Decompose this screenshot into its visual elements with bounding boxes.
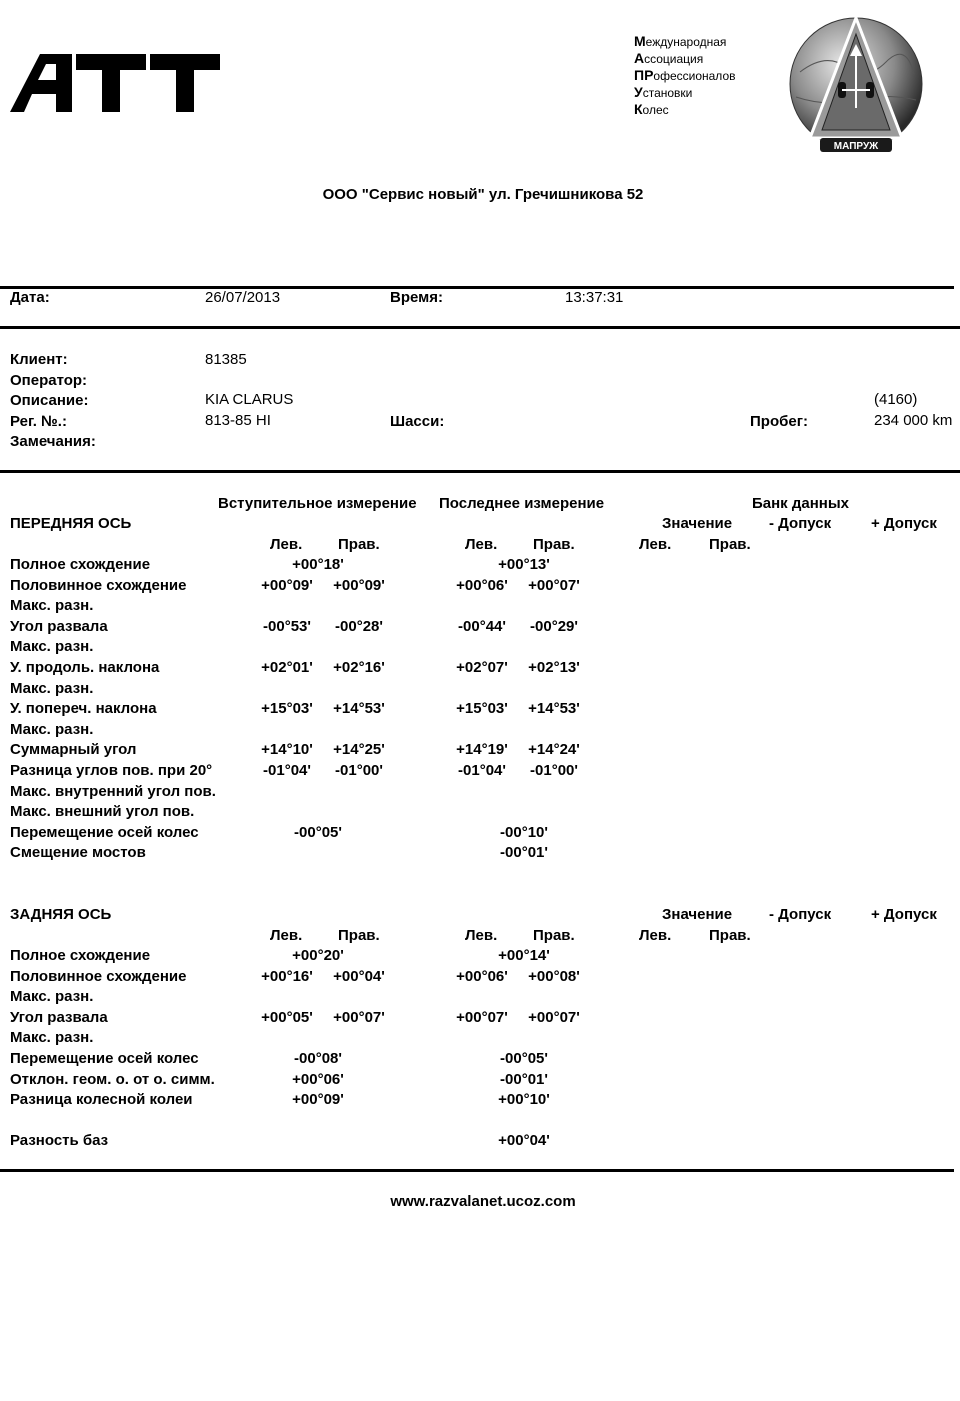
client-label: Клиент: (10, 351, 68, 368)
databank-left-heading: Лев. (639, 536, 672, 553)
value-heading: Значение (662, 515, 733, 532)
initial-left-value: +14°10' (261, 741, 313, 759)
initial-left-value: -00°53' (263, 617, 311, 635)
final-left-value: -00°44' (458, 617, 506, 635)
association-word-rest: ссоциация (644, 52, 704, 66)
reg-value: 813-85 HI (205, 412, 271, 429)
initial-total-value: -00°05' (294, 823, 342, 841)
association-line (634, 84, 692, 100)
final-total-value: +00°04' (498, 1132, 550, 1150)
row-label: Макс. разн. (10, 720, 94, 738)
row-label: Макс. внешний угол пов. (10, 803, 195, 821)
operator-label: Оператор: (10, 372, 88, 389)
client-value: 81385 (205, 351, 247, 368)
divider-line (0, 286, 954, 289)
final-left-value: +00°06' (456, 576, 508, 594)
rear-axle-title: ЗАДНЯЯ ОСЬ (10, 906, 112, 923)
row-label: Полное схождение (10, 947, 151, 964)
final-measurement-heading: Последнее измерение (439, 495, 605, 512)
association-word-rest: еждународная (645, 35, 727, 49)
initial-right-heading: Прав. (338, 536, 380, 553)
final-right-value: +02°13' (528, 659, 580, 676)
final-left-value: -01°04' (458, 762, 506, 779)
chassis-label: Шасси: (390, 413, 445, 430)
row-label: Макс. внутренний угол пов. (10, 782, 216, 800)
plus-tolerance-heading: + Допуск (871, 906, 937, 923)
initial-left-value: +00°05' (261, 1008, 313, 1026)
association-line (634, 33, 726, 49)
association-initial: М (634, 33, 646, 49)
emblem-label: МАПРУЖ (833, 141, 879, 152)
row-label: Макс. разн. (10, 679, 94, 697)
row-label: Половинное схождение (10, 576, 187, 594)
row-label: Отклон. геом. о. от о. симм. (10, 1070, 215, 1088)
final-right-value: +14°53' (528, 700, 580, 718)
association-word-rest: олес (642, 103, 669, 117)
reg-label: Рег. №.: (10, 413, 67, 430)
minus-tolerance-heading: - Допуск (769, 515, 832, 532)
initial-right-value: +14°25' (333, 741, 385, 759)
final-total-value: +00°13' (498, 556, 550, 573)
initial-right-value: -01°00' (335, 762, 383, 779)
association-initial: ПР (634, 67, 654, 83)
initial-left-heading: Лев. (270, 536, 303, 553)
association-word-rest: становки (642, 86, 693, 100)
final-total-value: -00°05' (500, 1050, 548, 1067)
final-left-value: +14°19' (456, 741, 508, 759)
initial-total-value: -00°08' (294, 1050, 342, 1067)
description-label: Описание: (10, 392, 89, 409)
initial-right-value: +14°53' (333, 700, 385, 718)
initial-right-value: -00°28' (335, 617, 383, 635)
row-label: Разница углов пов. при 20° (10, 762, 213, 779)
databank-right-heading: Прав. (709, 536, 751, 553)
date-value: 26/07/2013 (205, 289, 281, 306)
row-label: Смещение мостов (10, 844, 146, 862)
initial-right-heading: Прав. (338, 927, 380, 944)
association-initial: К (634, 101, 643, 117)
initial-right-value: +00°04' (333, 967, 385, 985)
divider-line (0, 470, 960, 473)
initial-left-value: -01°04' (263, 762, 311, 779)
final-total-value: -00°01' (500, 1070, 548, 1088)
final-right-heading: Прав. (533, 927, 575, 944)
row-label: Макс. разн. (10, 1029, 94, 1047)
row-label: Суммарный угол (10, 741, 137, 759)
final-right-value: +00°08' (528, 967, 580, 985)
date-label: Дата: (10, 289, 50, 306)
row-label: У. попереч. наклона (10, 700, 157, 718)
initial-left-value: +00°09' (261, 576, 313, 594)
row-label: Угол развала (10, 617, 108, 635)
row-label: Разница колесной колеи (10, 1091, 193, 1109)
divider-line (0, 326, 960, 329)
initial-right-value: +02°16' (333, 659, 385, 676)
row-label: Перемещение осей колес (10, 1050, 199, 1067)
final-left-value: +02°07' (456, 659, 508, 676)
databank-right-heading: Прав. (709, 927, 751, 944)
association-initial: А (634, 50, 645, 66)
association-line (634, 50, 703, 66)
final-total-value: -00°10' (500, 823, 548, 841)
final-total-value: +00°10' (498, 1091, 550, 1109)
association-line (634, 67, 736, 83)
time-value: 13:37:31 (565, 289, 624, 306)
initial-total-value: +00°20' (292, 947, 344, 964)
association-line (634, 101, 669, 117)
row-label: У. продоль. наклона (10, 659, 160, 676)
initial-left-value: +00°16' (261, 967, 313, 985)
final-right-value: +00°07' (528, 576, 580, 594)
initial-left-heading: Лев. (270, 927, 303, 944)
databank-left-heading: Лев. (639, 927, 672, 944)
final-left-value: +00°07' (456, 1008, 508, 1026)
description-value: KIA CLARUS (205, 391, 294, 408)
final-left-heading: Лев. (465, 536, 498, 553)
row-label: Угол развала (10, 1008, 108, 1026)
final-right-heading: Прав. (533, 536, 575, 553)
initial-total-value: +00°06' (292, 1070, 344, 1088)
row-label: Перемещение осей колес (10, 823, 199, 841)
databank-heading: Банк данных (752, 495, 849, 512)
company-header: ООО "Сервис новый" ул. Гречишникова 52 (322, 186, 644, 203)
front-axle-title: ПЕРЕДНЯЯ ОСЬ (10, 515, 132, 532)
final-right-value: +14°24' (528, 741, 580, 759)
remarks-label: Замечания: (10, 433, 96, 450)
initial-total-value: +00°09' (292, 1091, 344, 1109)
minus-tolerance-heading: - Допуск (769, 906, 832, 923)
association-initial: У (634, 84, 643, 100)
row-label: Половинное схождение (10, 967, 187, 985)
value-heading: Значение (662, 906, 733, 923)
initial-left-value: +15°03' (261, 700, 313, 718)
final-total-value: +00°14' (498, 947, 550, 964)
initial-measurement-heading: Вступительное измерение (218, 495, 417, 512)
initial-right-value: +00°09' (333, 576, 385, 594)
final-left-value: +15°03' (456, 700, 508, 718)
final-left-value: +00°06' (456, 967, 508, 985)
row-label: Полное схождение (10, 556, 151, 573)
plus-tolerance-heading: + Допуск (871, 515, 937, 532)
final-right-value: -00°29' (530, 617, 578, 635)
row-label: Макс. разн. (10, 638, 94, 656)
final-left-heading: Лев. (465, 927, 498, 944)
mileage-value: 234 000 km (874, 412, 953, 429)
footer-url[interactable]: www.razvalanet.ucoz.com (390, 1193, 576, 1210)
time-label: Время: (390, 289, 443, 306)
final-right-value: -01°00' (530, 762, 578, 779)
mileage-label: Пробег: (750, 413, 808, 430)
final-total-value: -00°01' (500, 844, 548, 862)
initial-total-value: +00°18' (292, 556, 344, 573)
att-logo (10, 50, 222, 116)
globe-emblem-icon (786, 12, 926, 158)
initial-left-value: +02°01' (261, 659, 313, 676)
divider-line (0, 1169, 954, 1172)
final-right-value: +00°07' (528, 1008, 580, 1026)
association-word-rest: офессионалов (653, 69, 736, 83)
row-label: Макс. разн. (10, 597, 94, 615)
row-label: Макс. разн. (10, 988, 94, 1006)
description-code: (4160) (874, 391, 918, 408)
initial-right-value: +00°07' (333, 1008, 385, 1026)
row-label: Разность баз (10, 1132, 109, 1150)
